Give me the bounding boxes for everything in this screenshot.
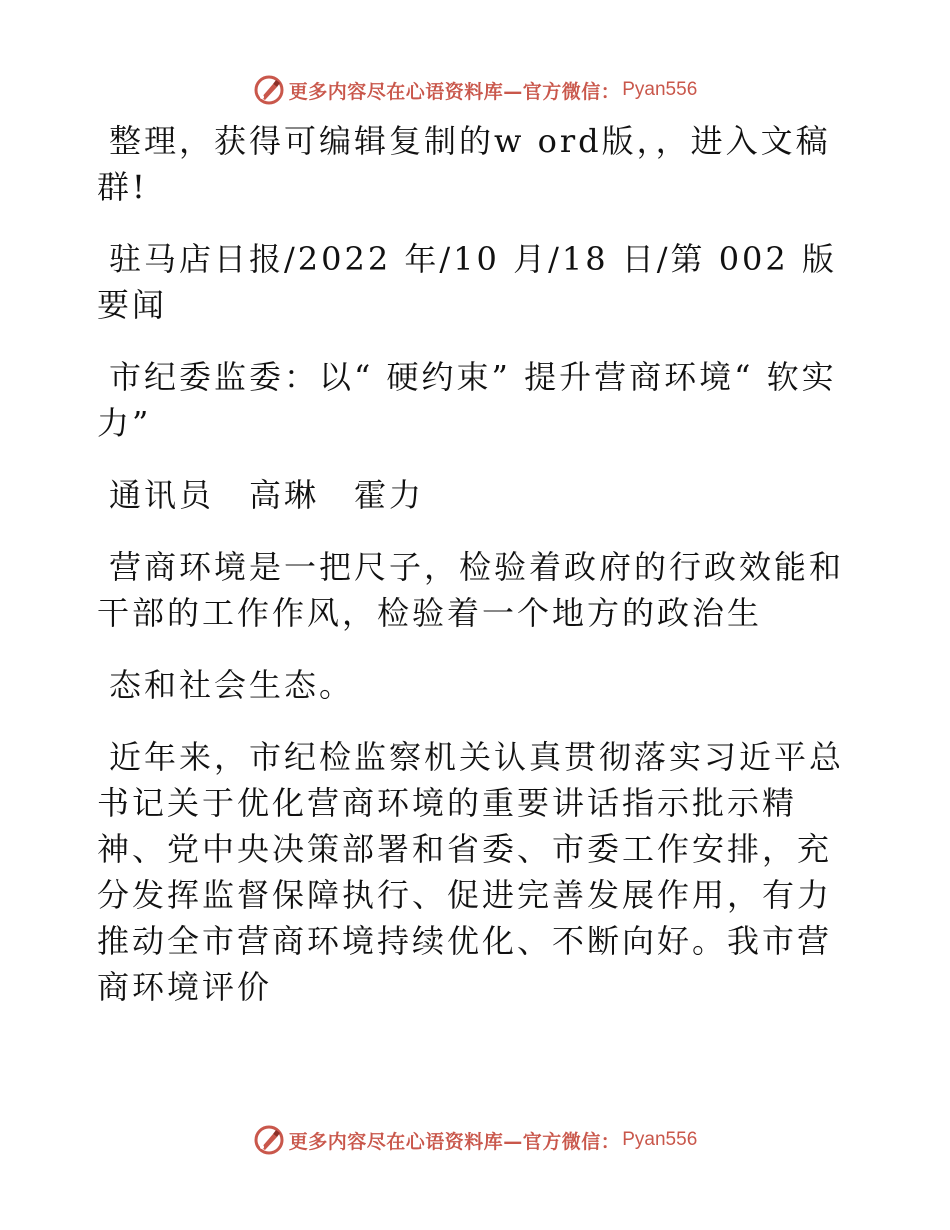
watermark-footer — [0, 1120, 950, 1160]
paragraph-source: 驻马店日报/2022 年/10 月/18 日/第 002 版要闻 — [97, 240, 837, 324]
paragraph-intro: 整理，获得可编辑复制的w ord版，，进入文稿群! — [97, 122, 831, 206]
watermark-text: 更多内容尽在心语资料库—官方微信： — [288, 1130, 621, 1153]
paragraph-body-3: 近年来，市纪检监察机关认真贯彻落实习近平总书记关于优化营商环境的重要讲话指示批示精神、党中央决策部署和省委、市委工作安排，充分发挥监督保障执行、促进完善发展作用，有力推动全市营商环境持续优化、不断向好。我市营商环境评价 — [97, 738, 845, 1006]
pen-logo-icon — [253, 1124, 285, 1156]
watermark-text: 更多内容尽在心语资料库—官方微信： — [288, 80, 621, 103]
watermark-header — [0, 70, 950, 110]
article-byline: 通讯员 高琳 霍力 — [109, 476, 425, 514]
paragraph-body-1: 营商环境是一把尺子，检验着政府的行政效能和干部的工作作风，检验着一个地方的政治生 — [97, 548, 845, 632]
document-body — [97, 118, 857, 1036]
watermark-handle: Pyan556 — [622, 1129, 698, 1150]
paragraph-body-2: 态和社会生态。 — [109, 666, 355, 704]
watermark-handle: Pyan556 — [622, 79, 698, 100]
pen-logo-icon — [253, 74, 285, 106]
article-headline: 市纪委监委：以“ 硬约束” 提升营商环境“ 软实力” — [97, 358, 837, 442]
